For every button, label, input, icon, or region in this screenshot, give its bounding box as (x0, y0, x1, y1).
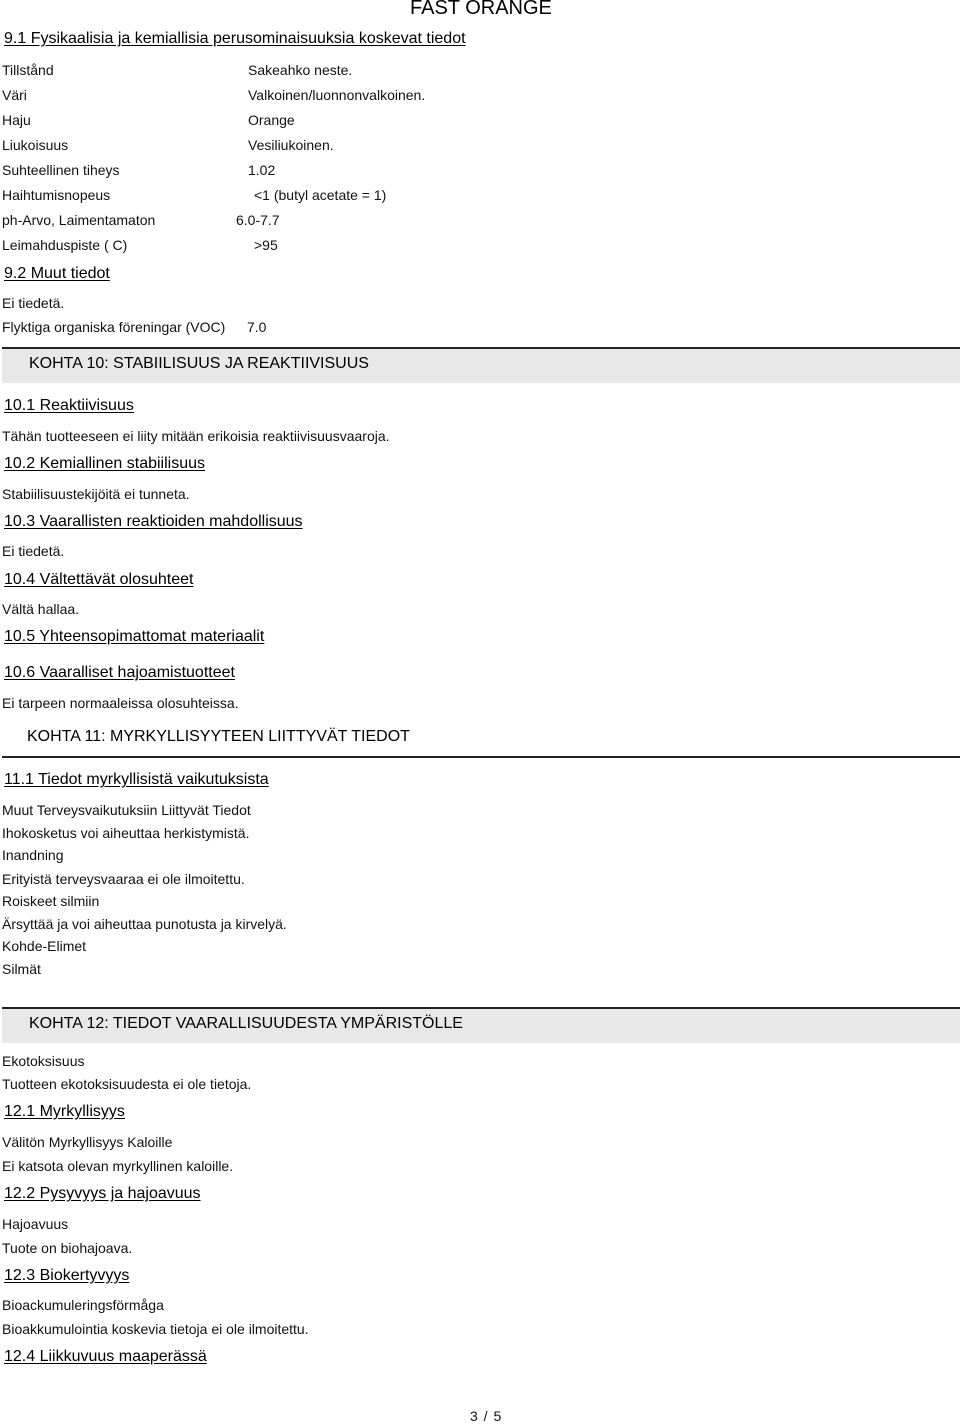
document-title: FAST ORANGE (410, 0, 552, 19)
section-12-3-text: Bioakkumulointia koskevia tietoja ei ole ilmoitettu. (2, 1321, 309, 1337)
voc-label: Flyktiga organiska föreningar (VOC) (2, 319, 226, 335)
section-11-1-heading: 11.1 Tiedot myrkyllisistä vaikutuksista (4, 771, 269, 788)
section-10-2-heading: 10.2 Kemiallinen stabiilisuus (4, 455, 205, 472)
section-12-1-heading: 12.1 Myrkyllisyys (4, 1103, 125, 1120)
property-label: Liukoisuus (2, 137, 69, 153)
section-11-line: Muut Terveysvaikutuksiin Liittyvät Tiedot (2, 802, 251, 818)
property-value: Sakeahko neste. (248, 62, 353, 78)
page-number: 3 / 5 (470, 1408, 503, 1424)
section-11-line: Erityistä terveysvaaraa ei ole ilmoitettu. (2, 871, 245, 887)
property-value: >95 (254, 237, 278, 253)
section-12-3-label: Bioackumuleringsförmåga (2, 1297, 164, 1313)
section-11-line: Kohde-Elimet (2, 938, 87, 954)
property-label: Leimahduspiste ( C) (2, 237, 128, 253)
section-10-3-heading: 10.3 Vaarallisten reaktioiden mahdollisuus (4, 513, 303, 530)
section-10-title: KOHTA 10: STABIILISUUS JA REAKTIIVISUUS (29, 355, 369, 372)
property-label: Tillstånd (2, 62, 54, 78)
section-10-1-heading: 10.1 Reaktiivisuus (4, 397, 134, 414)
voc-value: 7.0 (247, 319, 267, 335)
property-value: Orange (248, 112, 295, 128)
section-12-1-label: Välitön Myrkyllisyys Kaloille (2, 1134, 173, 1150)
ecotox-label: Ekotoksisuus (2, 1053, 85, 1069)
section-11-line: Silmät (2, 961, 41, 977)
section-10-4-heading: 10.4 Vältettävät olosuhteet (4, 571, 194, 588)
section-12-title: KOHTA 12: TIEDOT VAARALLISUUDESTA YMPÄRISTÖLLE (29, 1015, 463, 1032)
property-label: Haihtumisnopeus (2, 187, 111, 203)
ecotox-text: Tuotteen ekotoksisuudesta ei ole tietoja. (2, 1076, 252, 1092)
property-value: 1.02 (248, 162, 276, 178)
property-label: Suhteellinen tiheys (2, 162, 120, 178)
section-11-rule (2, 756, 960, 758)
property-value: Vesiliukoinen. (248, 137, 334, 153)
section-9-2-text: Ei tiedetä. (2, 295, 65, 311)
section-10-band (2, 347, 960, 383)
section-10-6-text: Ei tarpeen normaaleissa olosuhteissa. (2, 695, 239, 711)
section-11-line: Ärsyttää ja voi aiheuttaa punotusta ja kirvelyä. (2, 916, 287, 932)
section-11-line: Roiskeet silmiin (2, 893, 100, 909)
section-10-3-text: Ei tiedetä. (2, 543, 65, 559)
section-11-line: Inandning (2, 847, 64, 863)
section-12-4-heading: 12.4 Liikkuvuus maaperässä (4, 1348, 207, 1365)
section-10-5-heading: 10.5 Yhteensopimattomat materiaalit (4, 628, 265, 645)
property-value: <1 (butyl acetate = 1) (254, 187, 387, 203)
property-label: ph-Arvo, Laimentamaton (2, 212, 156, 228)
section-12-band (2, 1007, 960, 1043)
section-10-1-text: Tähän tuotteeseen ei liity mitään erikoisia reaktiivisuusvaaroja. (2, 428, 390, 444)
section-12-3-heading: 12.3 Biokertyvyys (4, 1267, 130, 1284)
section-12-2-heading: 12.2 Pysyvyys ja hajoavuus (4, 1185, 201, 1202)
property-value: Valkoinen/luonnonvalkoinen. (248, 87, 426, 103)
section-11-line: Ihokosketus voi aiheuttaa herkistymistä. (2, 825, 250, 841)
section-10-4-text: Vältä hallaa. (2, 601, 80, 617)
section-9-2-heading: 9.2 Muut tiedot (4, 265, 110, 282)
section-12-2-label: Hajoavuus (2, 1216, 69, 1232)
property-label: Väri (2, 87, 27, 103)
section-11-title: KOHTA 11: MYRKYLLISYYTEEN LIITTYVÄT TIEDOT (27, 728, 410, 745)
section-12-1-text: Ei katsota olevan myrkyllinen kaloille. (2, 1158, 234, 1174)
section-10-2-text: Stabiilisuustekijöitä ei tunneta. (2, 486, 190, 502)
section-9-1-heading: 9.1 Fysikaalisia ja kemiallisia perusominaisuuksia koskevat tiedot (4, 30, 466, 47)
property-value: 6.0-7.7 (236, 212, 280, 228)
section-10-6-heading: 10.6 Vaaralliset hajoamistuotteet (4, 664, 235, 681)
property-label: Haju (2, 112, 31, 128)
section-12-2-text: Tuote on biohajoava. (2, 1240, 133, 1256)
